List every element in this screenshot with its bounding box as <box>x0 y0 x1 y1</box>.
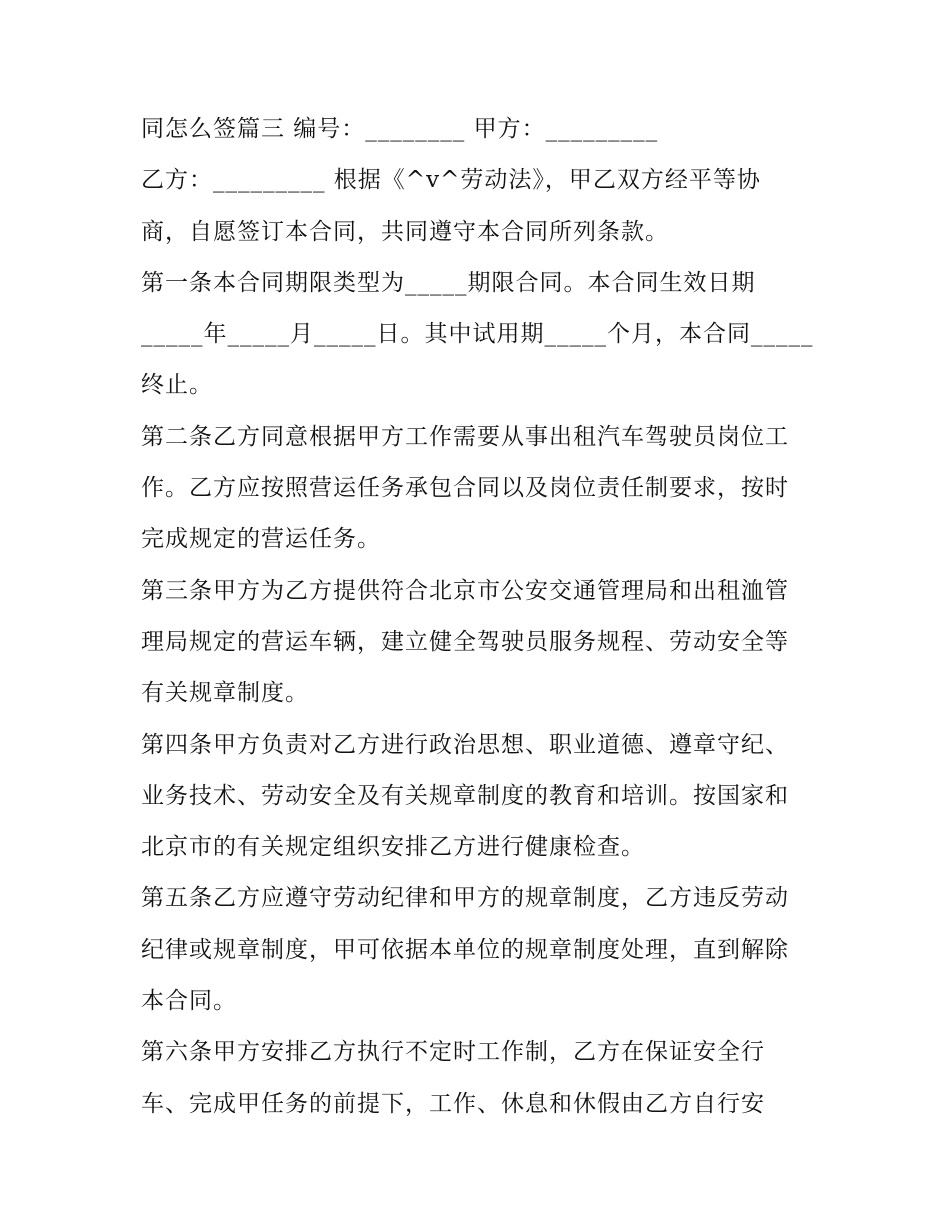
text-line: 本合同。 <box>141 988 237 1015</box>
text-line: _____年_____月_____日。其中试用期_____个月，本合同_____ <box>141 321 814 348</box>
text-line: 理局规定的营运车辆，建立健全驾驶员服务规程、劳动安全等 <box>141 628 789 655</box>
text-line: 第五条乙方应遵守劳动纪律和甲方的规章制度，乙方违反劳动 <box>141 885 789 912</box>
text-line: 有关规章制度。 <box>141 680 309 707</box>
text-line: 车、完成甲任务的前提下，工作、休息和休假由乙方自行安 <box>141 1090 765 1117</box>
text-line: 完成规定的营运任务。 <box>141 526 381 553</box>
text-line: 第六条甲方安排乙方执行不定时工作制，乙方在保证安全行 <box>141 1039 765 1066</box>
text-line: 第一条本合同期限类型为_____期限合同。本合同生效日期 <box>141 269 756 296</box>
text-line: 第二条乙方同意根据甲方工作需要从事出租汽车驾驶员岗位工 <box>141 423 789 450</box>
text-line: 乙方：_________ 根据《^v^劳动法》，甲乙双方经平等协 <box>141 167 761 194</box>
text-line: 同怎么签篇三 编号：________ 甲方：_________ <box>141 116 659 142</box>
text-line: 作。乙方应按照营运任务承包合同以及岗位责任制要求，按时 <box>141 475 789 502</box>
text-line: 纪律或规章制度，甲可依据本单位的规章制度处理，直到解除 <box>141 936 789 963</box>
text-line: 终止。 <box>141 372 213 399</box>
contract-text <box>141 104 821 1130</box>
text-line: 北京市的有关规定组织安排乙方进行健康检查。 <box>141 834 645 861</box>
text-line: 第四条甲方负责对乙方进行政治思想、职业道德、遵章守纪、 <box>141 731 789 758</box>
text-line: 业务技术、劳动安全及有关规章制度的教育和培训。按国家和 <box>141 782 789 809</box>
text-line: 第三条甲方为乙方提供符合北京市公安交通管理局和出租洫管 <box>141 577 789 604</box>
text-line: 商，自愿签订本合同，共同遵守本合同所列条款。 <box>141 218 669 245</box>
